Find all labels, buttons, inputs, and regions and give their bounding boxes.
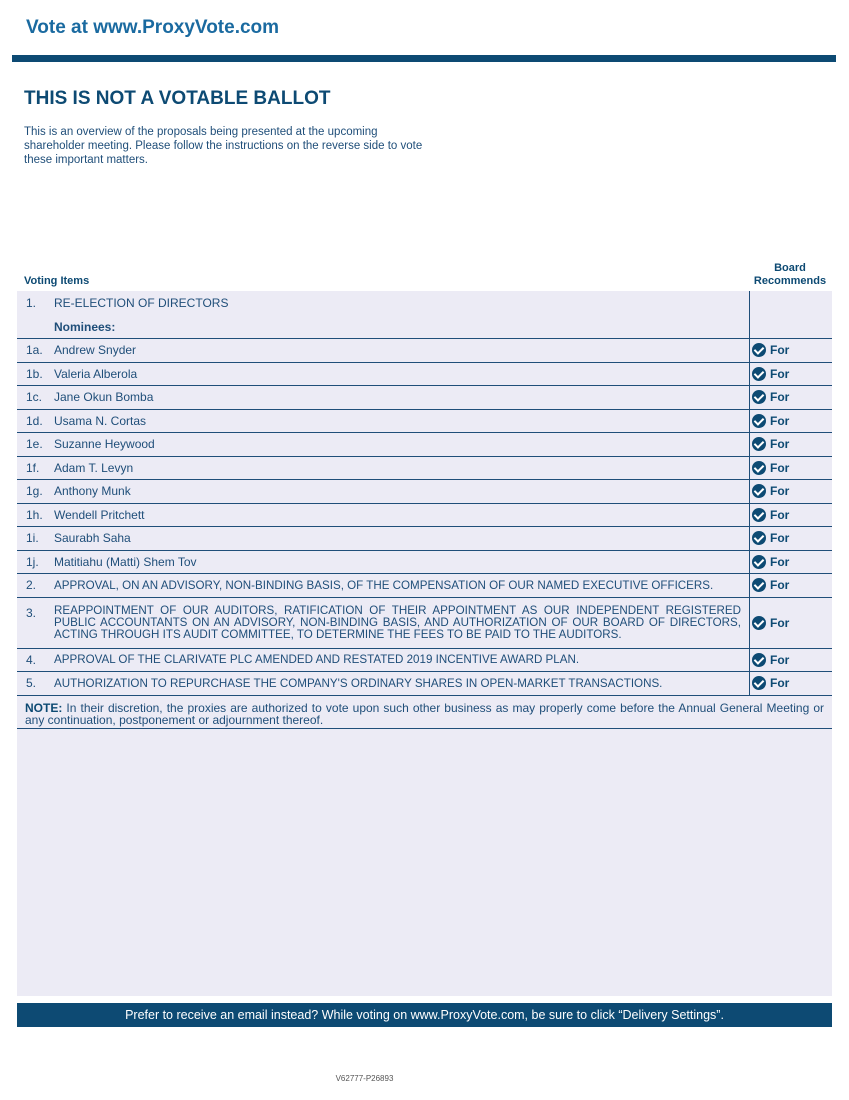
table-row — [17, 457, 832, 481]
item-text: Adam T. Levyn — [54, 460, 134, 475]
item-text: Usama N. Cortas — [54, 413, 147, 428]
recommendation-label: For — [770, 676, 790, 691]
check-circle-icon — [752, 508, 766, 522]
recommendation-label: For — [770, 390, 790, 405]
intro-paragraph: This is an overview of the proposals being presented at the upcoming shareholder meeting. Please follow the instructions on the reverse side to vote these important matters. — [24, 126, 423, 166]
item-text: REAPPOINTMENT OF OUR AUDITORS, RATIFICATION OF THEIR APPOINTMENT AS OUR INDEPENDENT REGISTERED PUBLIC ACCOUNTANTS ON AN ADVISORY, NON-BINDING BASIS, AND AUTHORIZATION OF OUR BOARD OF DIRECTORS, ACTING THROUGH ITS AUDIT COMMITTEE, TO DETERMINE THE FEES TO BE PAID TO THE AUDITORS. — [54, 603, 741, 641]
item-text: AUTHORIZATION TO REPURCHASE THE COMPANY'S ORDINARY SHARES IN OPEN-MARKET TRANSACTIONS. — [54, 676, 663, 690]
item-recommendation — [749, 527, 832, 550]
item-recommendation — [749, 291, 832, 315]
note-text: In their discretion, the proxies are authorized to vote upon such other business as may properly come before the Annual General Meeting or any continuation, postponement or adjournment thereof. — [25, 700, 824, 727]
check-circle-icon — [752, 555, 766, 569]
table-row — [17, 315, 832, 339]
table-row — [17, 339, 832, 363]
voting-items-table — [17, 291, 832, 729]
item-text: Jane Okun Bomba — [54, 390, 154, 405]
table-row — [17, 433, 832, 457]
note-paragraph — [17, 696, 832, 729]
item-text: Valeria Alberola — [54, 366, 138, 381]
table-row — [17, 527, 832, 551]
table-row — [17, 386, 832, 410]
table-row — [17, 649, 832, 673]
item-number: 1a. — [26, 343, 43, 358]
table-row — [17, 363, 832, 387]
item-recommendation — [749, 504, 832, 527]
item-number: 1c. — [26, 390, 43, 405]
check-circle-icon — [752, 414, 766, 428]
table-row — [17, 551, 832, 575]
check-circle-icon — [752, 437, 766, 451]
check-circle-icon — [752, 578, 766, 592]
nominees-label: Nominees: — [54, 319, 116, 334]
recommendation-label: For — [770, 413, 790, 428]
item-number: 1i. — [26, 531, 39, 546]
item-text: APPROVAL, ON AN ADVISORY, NON-BINDING BASIS, OF THE COMPENSATION OF OUR NAMED EXECUTIVE OFFICERS. — [54, 578, 714, 592]
recommendation-label: For — [770, 554, 790, 569]
item-text: RE-ELECTION OF DIRECTORS — [54, 296, 229, 310]
check-circle-icon — [752, 531, 766, 545]
table-row — [17, 410, 832, 434]
item-number: 2. — [26, 578, 37, 593]
board-recommends-line2: Recommends — [753, 275, 827, 287]
item-recommendation — [749, 649, 832, 672]
check-circle-icon — [752, 484, 766, 498]
item-recommendation — [749, 363, 832, 386]
check-circle-icon — [752, 676, 766, 690]
item-number: 1g. — [26, 484, 43, 499]
item-recommendation — [749, 433, 832, 456]
proxyvote-url-heading: Vote at www.ProxyVote.com — [26, 17, 280, 38]
recommendation-label: For — [770, 507, 790, 522]
item-number: 4. — [26, 652, 37, 667]
item-text: Suzanne Heywood — [54, 437, 155, 452]
item-number: 1. — [26, 296, 37, 310]
item-number: 1d. — [26, 413, 43, 428]
check-circle-icon — [752, 653, 766, 667]
voting-items-column-header: Voting Items — [24, 275, 90, 287]
check-circle-icon — [752, 343, 766, 357]
recommendation-label: For — [770, 531, 790, 546]
item-recommendation — [749, 457, 832, 480]
recommendation-label: For — [770, 460, 790, 475]
board-recommends-column-header — [750, 262, 830, 288]
table-row — [17, 480, 832, 504]
item-number: 1f. — [26, 460, 40, 475]
item-recommendation — [749, 480, 832, 503]
recommendation-label: For — [770, 366, 790, 381]
item-recommendation — [749, 315, 832, 338]
item-recommendation — [749, 339, 832, 362]
recommendation-label: For — [770, 484, 790, 499]
note-label: NOTE: — [25, 700, 63, 715]
table-row — [17, 574, 832, 598]
item-number: 1b. — [26, 366, 43, 381]
header-divider — [12, 55, 836, 62]
item-text: Wendell Pritchett — [54, 507, 145, 522]
item-text: Matitiahu (Matti) Shem Tov — [54, 554, 197, 569]
item-recommendation — [749, 386, 832, 409]
item-number: 1e. — [26, 437, 43, 452]
item-number: 1j. — [26, 554, 39, 569]
item-recommendation — [749, 672, 832, 695]
table-row — [17, 504, 832, 528]
item-text: Saurabh Saha — [54, 531, 131, 546]
check-circle-icon — [752, 367, 766, 381]
table-row — [17, 598, 832, 649]
item-text: Anthony Munk — [54, 484, 131, 499]
document-control-code: V62777-P26893 — [335, 1074, 394, 1083]
check-circle-icon — [752, 616, 766, 630]
item-recommendation — [749, 598, 832, 648]
item-number: 1h. — [26, 507, 43, 522]
recommendation-label: For — [770, 578, 790, 593]
item-recommendation — [749, 551, 832, 574]
item-number: 3. — [26, 605, 37, 620]
item-number: 5. — [26, 676, 37, 691]
item-text: Andrew Snyder — [54, 343, 137, 358]
check-circle-icon — [752, 461, 766, 475]
item-recommendation — [749, 410, 832, 433]
recommendation-label: For — [770, 437, 790, 452]
board-recommends-line1: Board — [774, 262, 806, 274]
table-row — [17, 672, 832, 696]
page-title: THIS IS NOT A VOTABLE BALLOT — [24, 88, 331, 109]
recommendation-label: For — [770, 652, 790, 667]
email-delivery-banner: Prefer to receive an email instead? While voting on www.ProxyVote.com, be sure to click “Delivery Settings”. — [17, 1003, 832, 1027]
item-recommendation — [749, 574, 832, 597]
table-row — [17, 291, 832, 315]
recommendation-label: For — [770, 615, 790, 630]
check-circle-icon — [752, 390, 766, 404]
recommendation-label: For — [770, 343, 790, 358]
item-text: APPROVAL OF THE CLARIVATE PLC AMENDED AND RESTATED 2019 INCENTIVE AWARD PLAN. — [54, 653, 580, 667]
